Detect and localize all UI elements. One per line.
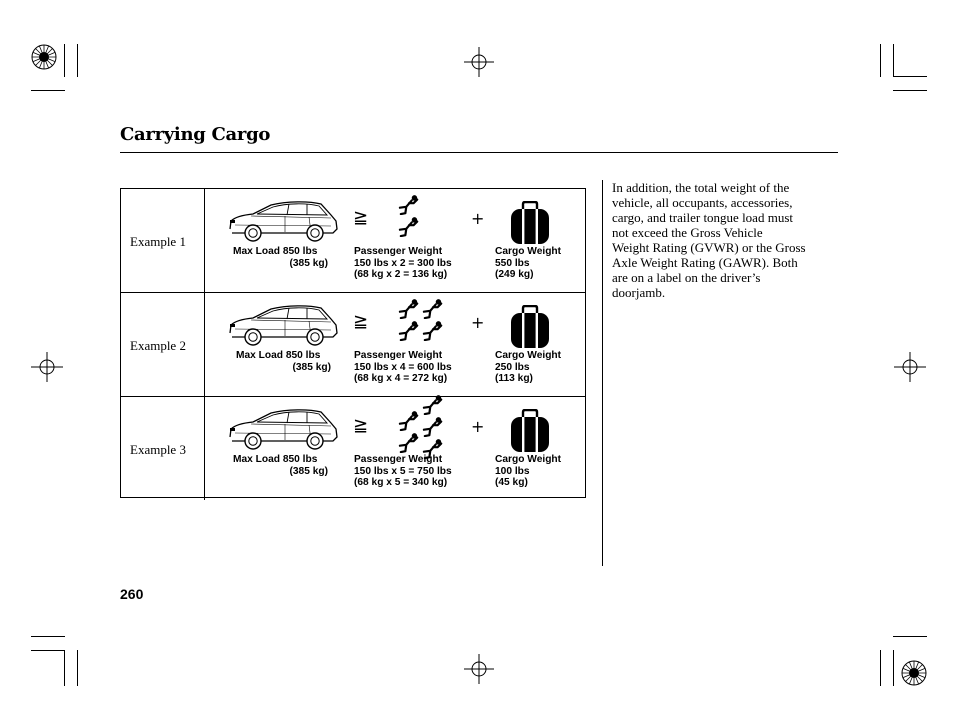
seated-passenger-icon — [421, 299, 445, 319]
plus-symbol: + — [471, 313, 485, 332]
crop-mark-icon — [31, 636, 65, 637]
seated-passenger-icon — [421, 321, 445, 341]
seated-passenger-icon — [421, 417, 445, 437]
body-paragraph: In addition, the total weight of the vehicle, all occupants, accessories, cargo, and trailer tongue load must not exceed the Gross Vehicle Weight Rating (GVWR) or the Gross Axle Weight Rating (GAWR). Both are on a label on the driver’s doorjamb. — [612, 180, 806, 300]
cargo-bag-icon — [510, 409, 550, 453]
crop-mark-icon — [893, 650, 894, 686]
crop-mark-icon — [880, 650, 881, 686]
passenger-weight-caption: Passenger Weight 150 lbs x 5 = 750 lbs (68 kg x 5 = 340 kg) — [354, 454, 452, 489]
crosshair-icon — [464, 47, 494, 77]
crosshair-icon — [894, 352, 926, 382]
cargo-weight-caption: Cargo Weight 100 lbs (45 kg) — [495, 454, 562, 489]
crop-mark-icon — [31, 650, 65, 651]
title-rule — [120, 152, 838, 153]
max-load-caption: Max Load 850 lbs (385 kg) — [233, 454, 328, 477]
seated-passenger-icon — [397, 217, 421, 237]
greater-equal-symbol: ≧ — [353, 415, 369, 436]
passenger-weight-caption: Passenger Weight 150 lbs x 4 = 600 lbs (68 kg x 4 = 272 kg) — [354, 350, 452, 385]
crop-mark-icon — [77, 650, 78, 686]
seated-passenger-icon — [397, 321, 421, 341]
crop-mark-icon — [893, 636, 927, 637]
cargo-bag-icon — [510, 201, 550, 245]
cargo-weight-caption: Cargo Weight 550 lbs (249 kg) — [495, 246, 562, 281]
registration-mark-icon — [901, 660, 927, 686]
seated-passenger-icon — [397, 299, 421, 319]
seated-passenger-icon — [421, 395, 445, 415]
load-examples-table — [120, 188, 586, 498]
example-label: Example 2 — [130, 338, 186, 353]
registration-mark-icon — [31, 44, 57, 70]
crop-mark-icon — [893, 44, 894, 77]
example-row — [121, 396, 585, 500]
car-side-icon — [227, 199, 339, 245]
max-load-caption: Max Load 850 lbs (385 kg) — [233, 246, 328, 269]
car-side-icon — [227, 407, 339, 453]
crop-mark-icon — [64, 650, 65, 686]
cargo-weight-caption: Cargo Weight 250 lbs (113 kg) — [495, 350, 562, 385]
seated-passenger-icon — [397, 433, 421, 453]
crop-mark-icon — [893, 90, 927, 91]
crop-mark-icon — [880, 44, 881, 77]
passenger-weight-caption: Passenger Weight 150 lbs x 2 = 300 lbs (68 kg x 2 = 136 kg) — [354, 246, 452, 281]
example-row — [121, 292, 585, 396]
crop-mark-icon — [31, 90, 65, 91]
page-number: 260 — [120, 586, 144, 602]
crop-mark-icon — [64, 44, 65, 77]
car-side-icon — [227, 303, 339, 349]
seated-passenger-icon — [397, 411, 421, 431]
example-label: Example 1 — [130, 234, 186, 249]
greater-equal-symbol: ≧ — [353, 207, 369, 228]
max-load-caption: Max Load 850 lbs (385 kg) — [236, 350, 331, 373]
greater-equal-symbol: ≧ — [353, 311, 369, 332]
cargo-bag-icon — [510, 305, 550, 349]
crosshair-icon — [464, 654, 494, 684]
example-row — [121, 189, 585, 292]
example-label: Example 3 — [130, 442, 186, 457]
seated-passenger-icon — [397, 195, 421, 215]
crop-mark-icon — [893, 76, 927, 77]
plus-symbol: + — [471, 417, 485, 436]
crop-mark-icon — [77, 44, 78, 77]
plus-symbol: + — [471, 209, 485, 228]
page-title: Carrying Cargo — [120, 124, 271, 145]
crosshair-icon — [31, 352, 63, 382]
column-divider — [602, 180, 603, 566]
